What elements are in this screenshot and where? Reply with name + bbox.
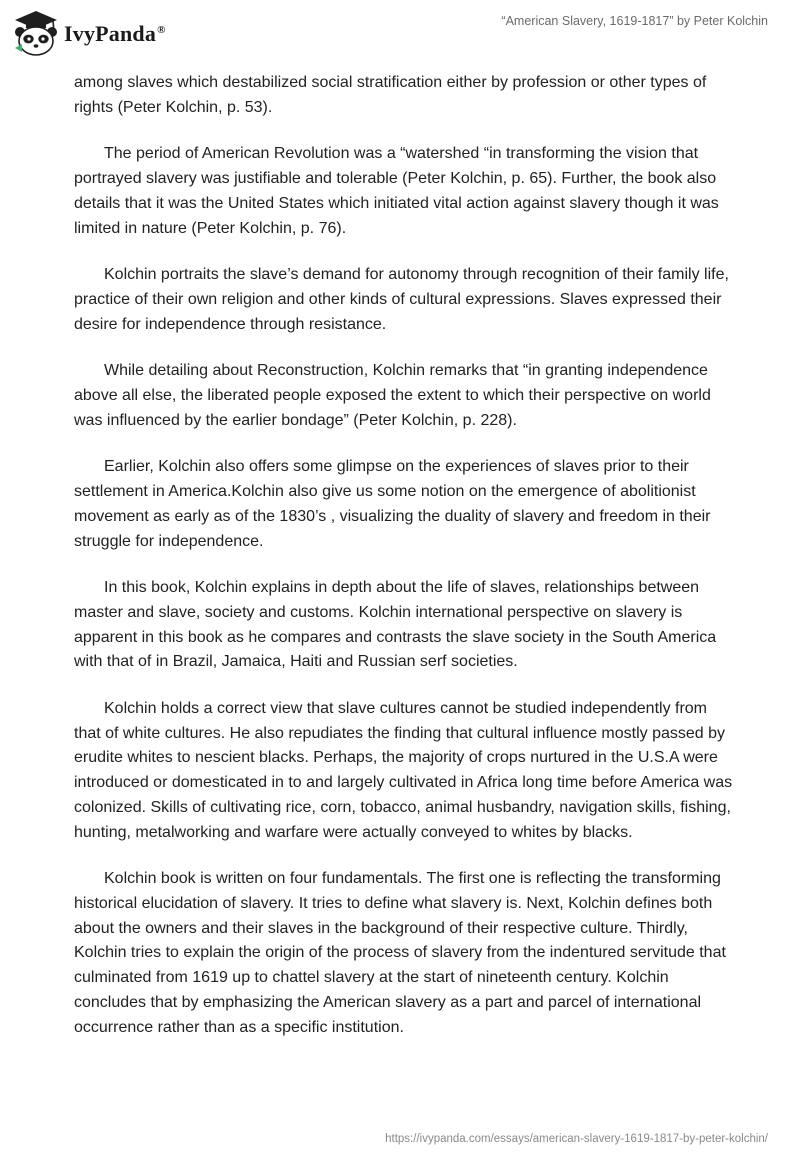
page-header <box>0 0 800 70</box>
essay-body <box>74 71 734 1062</box>
paragraph: Earlier, Kolchin also offers some glimpse on the experiences of slaves prior to their settlement in America.Kolchin also give us some notion on the emergence of abolitionist movement as early as of the 1830’s , visualizing the duality of slavery and freedom in their struggle for independence. <box>74 458 711 550</box>
brand-name: IvyPanda® <box>64 21 166 46</box>
document-title: “American Slavery, 1619-1817” by Peter Kolchin <box>501 14 768 28</box>
paragraph: In this book, Kolchin explains in depth about the life of slaves, relationships between master and slave, society and customs. Kolchin international perspective on slavery is apparent in this book as he compares and contrasts the slave society in the South America with that of in Brazil, Jamaica, Haiti and Russian serf societies. <box>74 579 717 671</box>
paragraph: While detailing about Reconstruction, Kolchin remarks that “in granting independence above all else, the liberated people exposed the extent to which their perspective on world was influenced by the earlier bondage” (Peter Kolchin, p. 228). <box>74 362 711 429</box>
paragraph: Kolchin book is written on four fundamentals. The first one is reflecting the transforming historical elucidation of slavery. It tries to define what slavery is. Next, Kolchin defines both about the owners and their slaves in the background of their respective culture. Thirdly, Kolchin tries to explain the origin of the process of slavery from the indentured servitude that culminated from 1619 up to chattel slavery at the start of nineteenth century. Kolchin concludes that by emphasizing the American slavery as a part and parcel of international occurrence rather than as a specific institution. <box>74 870 726 1036</box>
source-url-link[interactable]: https://ivypanda.com/essays/american-slavery-1619-1817-by-peter-kolchin/ <box>385 1133 768 1145</box>
brand-logo[interactable] <box>12 10 166 56</box>
paragraph: The period of American Revolution was a “watershed “in transforming the vision that portrayed slavery was justifiable and tolerable (Peter Kolchin, p. 65). Further, the book also details that it was the United States which initiated vital action against slavery though it was limited in nature (Peter Kolchin, p. 76). <box>74 145 719 237</box>
panda-graduate-icon <box>12 10 60 56</box>
registered-mark: ® <box>157 23 166 36</box>
paragraph: among slaves which destabilized social stratification either by profession or other types of rights (Peter Kolchin, p. 53). <box>74 74 707 116</box>
paragraph: Kolchin portraits the slave’s demand for autonomy through recognition of their family life, practice of their own religion and other kinds of cultural expressions. Slaves expressed their desire for independence through resistance. <box>74 266 729 333</box>
paragraph: Kolchin holds a correct view that slave cultures cannot be studied independently from that of white cultures. He also repudiates the finding that cultural influence mostly passed by erudite whites to nescient blacks. Perhaps, the majority of crops nurtured in the U.S.A were introduced or domesticated in to and largely cultivated in Africa long time before America was colonized. Skills of cultivating rice, corn, tobacco, animal husbandry, navigation skills, fishing, hunting, metalworking and warfare were actually conveyed to whites by blacks. <box>74 700 733 841</box>
